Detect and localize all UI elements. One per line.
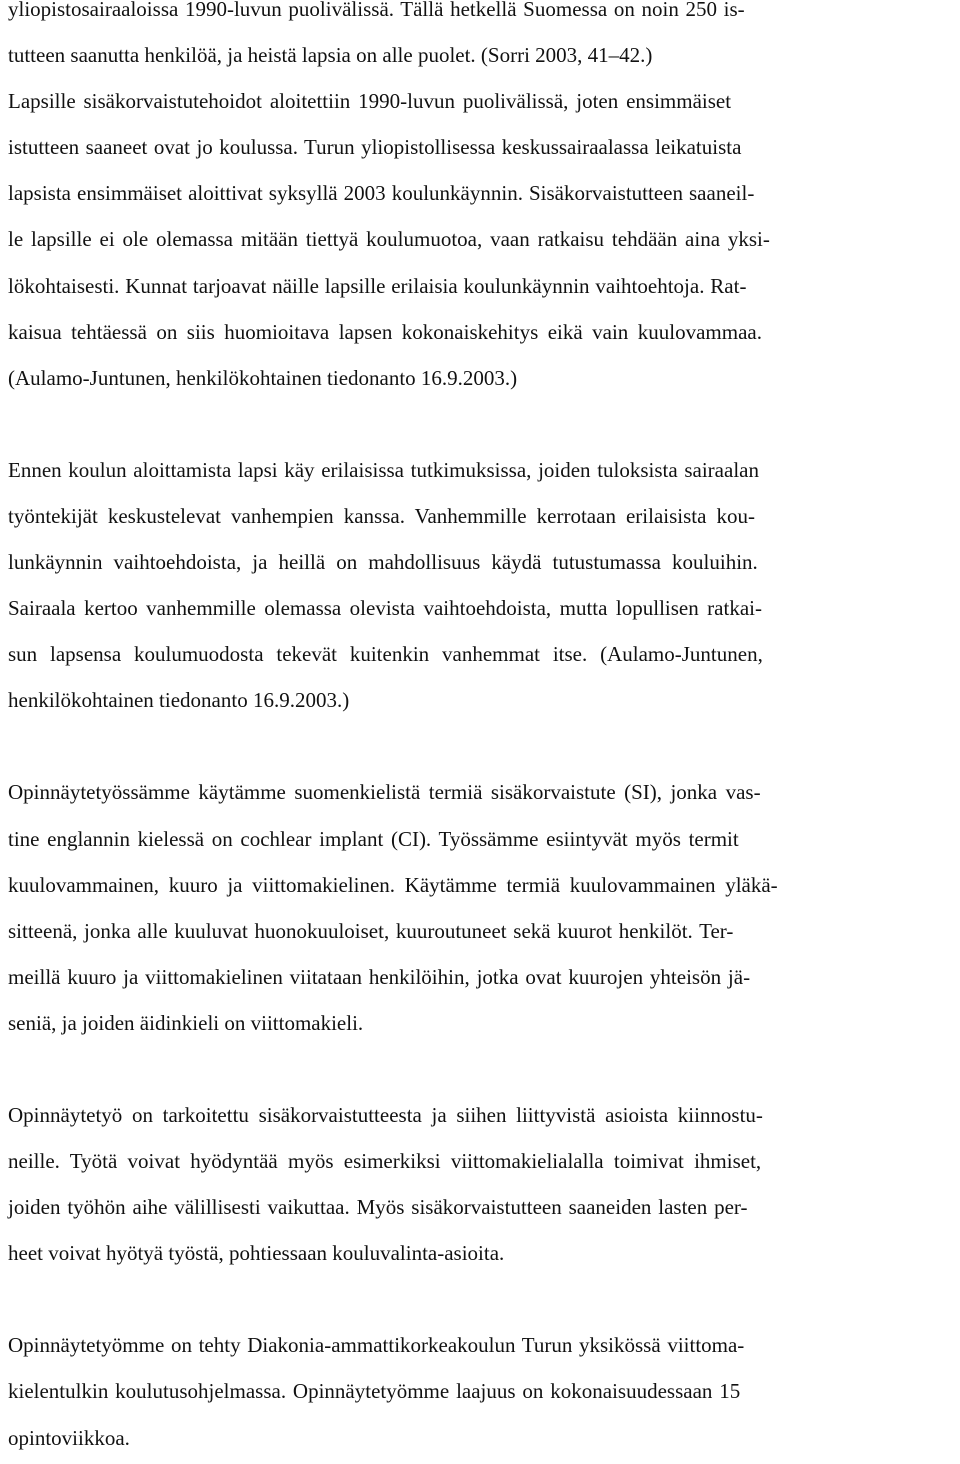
text-line: tine englannin kielessä on cochlear implant (CI). Työssämme esiintyvät myös termit	[8, 826, 739, 851]
text-line: Opinnäytetyössämme käytämme suomenkielistä termiä sisäkorvaistute (SI), jonka vas-	[8, 780, 761, 805]
paragraph-3	[8, 769, 956, 1046]
text-line: istutteen saaneet ovat jo koulussa. Turun yliopistollisessa keskussairaalassa leikatuista	[8, 135, 742, 160]
paragraph-2	[8, 447, 956, 724]
document-page	[8, 0, 956, 1461]
paragraph-1	[8, 0, 956, 401]
paragraph-gap	[8, 401, 956, 447]
text-line: sitteenä, jonka alle kuuluvat huonokuuloiset, kuuroutuneet sekä kuurot henkilöt. Ter-	[8, 918, 734, 943]
text-line: Opinnäytetyömme on tehty Diakonia-ammattikorkeakoulun Turun yksikössä viittoma-	[8, 1333, 745, 1358]
text-line: Lapsille sisäkorvaistutehoidot aloitettiin 1990-luvun puolivälissä, joten ensimmäiset	[8, 89, 732, 114]
text-line: le lapsille ei ole olemassa mitään tiettyä koulumuotoa, vaan ratkaisu tehdään aina yksi-	[8, 227, 770, 252]
text-line: lapsista ensimmäiset aloittivat syksyllä 2003 koulunkäynnin. Sisäkorvaistutteen saaneil-	[8, 181, 755, 206]
text-line: sun lapsensa koulumuodosta tekevät kuitenkin vanhemmat itse. (Aulamo-Juntunen,	[8, 642, 763, 667]
paragraph-gap	[8, 1276, 956, 1322]
text-line: Opinnäytetyö on tarkoitettu sisäkorvaistutteesta ja siihen liittyvistä asioista kiinnostu-	[8, 1102, 763, 1127]
text-line: meillä kuuro ja viittomakielinen viitataan henkilöihin, jotka ovat kuurojen yhteisön jä-	[8, 964, 751, 989]
text-line: joiden työhön aihe välillisesti vaikuttaa. Myös sisäkorvaistutteen saaneiden lasten per-	[8, 1195, 748, 1220]
text-line: kielentulkin koulutusohjelmassa. Opinnäytetyömme laajuus on kokonaisuudessaan 15	[8, 1379, 741, 1404]
text-line: yliopistosairaaloissa 1990-luvun puolivälissä. Tällä hetkellä Suomessa on noin 250 is-	[8, 0, 745, 21]
text-line: tutteen saanutta henkilöä, ja heistä lapsia on alle puolet. (Sorri 2003, 41–42.)	[8, 43, 653, 68]
text-line: henkilökohtainen tiedonanto 16.9.2003.)	[8, 688, 350, 713]
text-line: kuulovammainen, kuuro ja viittomakielinen. Käytämme termiä kuulovammainen yläkä-	[8, 872, 778, 897]
text-line: lunkäynnin vaihtoehdoista, ja heillä on mahdollisuus käydä tutustumassa kouluihin.	[8, 550, 758, 575]
text-line: opintoviikkoa.	[8, 1425, 130, 1450]
paragraph-4	[8, 1092, 956, 1276]
text-line: Ennen koulun aloittamista lapsi käy erilaisissa tutkimuksissa, joiden tuloksista sairaalan	[8, 457, 759, 482]
text-line: Sairaala kertoo vanhemmille olemassa olevista vaihtoehdoista, mutta lopullisen ratkai-	[8, 596, 762, 621]
text-line: lökohtaisesti. Kunnat tarjoavat näille lapsille erilaisia koulunkäynnin vaihtoehtoja. Rat-	[8, 273, 747, 298]
text-line: työntekijät keskustelevat vanhempien kanssa. Vanhemmille kerrotaan erilaisista kou-	[8, 503, 756, 528]
text-line: neille. Työtä voivat hyödyntää myös esimerkiksi viittomakielialalla toimivat ihmiset,	[8, 1149, 762, 1174]
text-line: heet voivat hyötyä työstä, pohtiessaan kouluvalinta-asioita.	[8, 1241, 505, 1266]
paragraph-5	[8, 1322, 956, 1460]
text-line: kaisua tehtäessä on siis huomioitava lapsen kokonaiskehitys eikä vain kuulovammaa.	[8, 319, 762, 344]
paragraph-gap	[8, 723, 956, 769]
paragraph-gap	[8, 1046, 956, 1092]
text-line: (Aulamo-Juntunen, henkilökohtainen tiedonanto 16.9.2003.)	[8, 365, 518, 390]
text-line: seniä, ja joiden äidinkieli on viittomakieli.	[8, 1010, 364, 1035]
